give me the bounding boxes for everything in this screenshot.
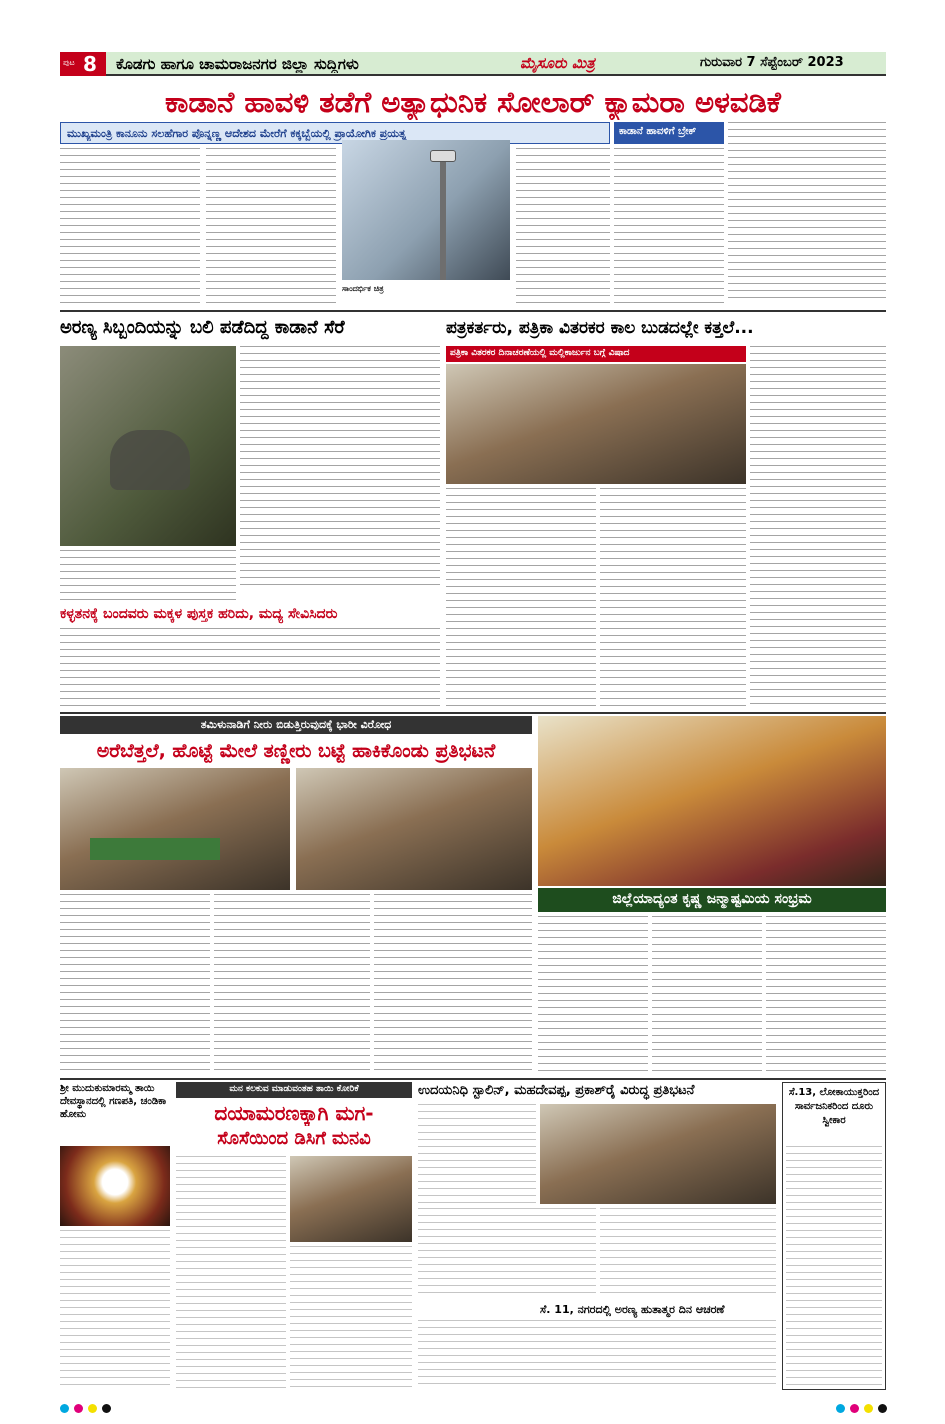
protest-headline: ಅರೆಬೆತ್ತಲೆ, ಹೊಟ್ಟೆ ಮೇಲೆ ತಣ್ಣೀರು ಬಟ್ಟೆ ಹಾಕಿಕೊಂಡು ಪ್ರತಿಭಟನೆ [96,740,496,762]
registration-mark-magenta-right [850,1404,859,1413]
protest-banner-green [90,838,220,860]
section-title: ಕೊಡಗು ಹಾಗೂ ಚಾಮರಾಜನಗರ ಜಿಲ್ಲಾ ಸುದ್ದಿಗಳು [116,55,359,73]
masthead: ಮೈಸೂರು ಮಿತ್ರ [520,54,595,72]
school-theft-headline: ಕಳ್ಳತನಕ್ಕೆ ಬಂದವರು ಮಕ್ಕಳ ಪುಸ್ತಕ ಹರಿದು, ಮದ್ಯ ಸೇವಿಸಿದರು [60,606,338,622]
mercy-headline-line-2: ಸೊಸೆಯಿಂದ ಡಿಸಿಗೆ ಮನವಿ [217,1128,371,1149]
mercy-headline-line-1: ದಯಾಮರಣಕ್ಕಾಗಿ ಮಗ- [214,1101,374,1125]
lead-subhead-text: ಮುಖ್ಯಮಂತ್ರಿ ಕಾನೂನು ಸಲಹೆಗಾರ ಪೊನ್ನಣ್ಣ ಆದೇಶದ ಮೇರೆಗೆ ಕಕ್ಕಬ್ಬೆಯಲ್ಲಿ ಪ್ರಾಯೋಗಿಕ ಪ್ರಯತ್ನ [67,127,407,140]
page-number-box [60,52,106,76]
mercy-kicker: ಮನ ಕಲಕುವ ಮಾಡುವಂತಹ ತಾಯಿ ಕೋರಿಕೆ [229,1084,359,1094]
janmashtami-article-col-2 [652,916,762,1074]
registration-mark-black-right [878,1404,887,1413]
journalists-article-right [750,346,886,710]
page-number: 8 [83,52,97,76]
shrine-photo [60,1146,170,1226]
registration-mark-magenta [74,1404,83,1413]
mid-divider [60,712,886,714]
mercy-family-photo [290,1156,412,1242]
janmashtami-article-col-1 [538,916,648,1074]
journalists-banner-text: ಪತ್ರಿಕಾ ವಿತರಕರ ದಿನಾಚರಣೆಯಲ್ಲಿ ಮಲ್ಲಿಕಾರ್ಜುನ ಬಗ್ಗೆ ವಿಷಾದ [450,348,630,358]
protest-article-col-1 [60,894,210,1074]
journalists-event-photo [446,364,746,484]
lead-column-5 [728,122,886,303]
elephant-headline: ಅರಣ್ಯ ಸಿಬ್ಬಂದಿಯನ್ನು ಬಲಿ ಪಡೆದಿದ್ದ ಕಾಡಾನೆ ಸೆರೆ [60,317,345,338]
school-theft-article [60,628,440,710]
mercy-article-right [290,1246,412,1390]
protest-photo-left [60,768,290,890]
journalists-banner [446,346,746,362]
mercy-article-left [176,1156,286,1390]
lead-column-1 [60,148,200,303]
protest-photo-right [296,768,532,890]
journalists-article-col-2 [600,488,746,710]
udhay-article-col-1 [418,1208,596,1298]
udhay-headline: ಉದಯನಿಧಿ ಸ್ಟಾಲಿನ್, ಮಹದೇವಪ್ಪ, ಪ್ರಕಾಶ್‌ರೈ ವಿರುದ್ಧ ಪ್ರತಿಭಟನೆ [418,1083,695,1098]
sept11-article [418,1320,776,1390]
elephant-silhouette [110,430,190,490]
protest-article-col-3 [374,894,532,1074]
janmashtami-caption-bar [538,888,886,912]
journalists-article-col-1 [446,488,596,710]
lead-photo-caption: ಸಾಂದರ್ಭಿಕ ಚಿತ್ರ [342,284,384,293]
protest-kicker-box [60,716,532,734]
lead-subhead [60,122,610,144]
shrine-article [60,1230,170,1390]
lead-divider [60,310,886,312]
camera-pole-icon [440,150,446,280]
udhay-article-col-2 [600,1208,776,1298]
lead-column-3 [516,148,610,303]
issue-date: ಗುರುವಾರ 7 ಸೆಪ್ಟೆಂಬರ್ 2023 [700,55,844,70]
shrine-headline: ಶ್ರೀ ಮುದುಕುಮಾರಮ್ಮ ತಾಯಿ ದೇವಸ್ಥಾನದಲ್ಲಿ ಗಣಪತಿ, ಚಂಡಿಕಾ ಹೋಮ [60,1083,167,1120]
udhay-protest-photo [540,1104,776,1204]
janmashtami-article-col-3 [766,916,886,1074]
lokayukta-headline: ಸೆ.13, ಲೋಕಾಯುಕ್ತರಿಂದ ಸಾರ್ವಜನಿಕರಿಂದ ದೂರು ಸ್ವೀಕಾರ [788,1087,880,1126]
janmashtami-photo [538,716,886,886]
registration-mark-black [102,1404,111,1413]
solar-camera-photo [342,140,510,280]
lead-side-box [614,122,724,144]
page-label: ಪುಟ [63,58,75,67]
camera-head-icon [430,150,456,162]
registration-mark-cyan [60,1404,69,1413]
janmashtami-caption: ಜಿಲ್ಲೆಯಾದ್ಯಂತ ಕೃಷ್ಣ ಜನ್ಮಾಷ್ಟಮಿಯ ಸಂಭ್ರಮ [612,891,812,907]
lead-headline: ಕಾಡಾನೆ ಹಾವಳಿ ತಡೆಗೆ ಅತ್ಯಾಧುನಿಕ ಸೋಲಾರ್ ಕ್ಯಾಮರಾ ಅಳವಡಿಕೆ [165,85,781,119]
registration-mark-yellow-right [864,1404,873,1413]
lead-side-box-label: ಕಾಡಾನೆ ಹಾವಳಿಗೆ ಬ್ರೇಕ್ [619,126,697,137]
lead-column-4 [614,148,724,303]
protest-article-col-2 [214,894,370,1074]
elephant-article-right [240,346,440,586]
registration-mark-cyan-right [836,1404,845,1413]
registration-mark-yellow [88,1404,97,1413]
protest-kicker: ತಮಿಳುನಾಡಿಗೆ ನೀರು ಬಿಡುತ್ತಿರುವುದಕ್ಕೆ ಭಾರೀ ವಿರೋಧ [200,718,392,731]
sept11-headline: ಸೆ. 11, ನಗರದಲ್ಲಿ ಅರಣ್ಯ ಹುತಾತ್ಮರ ದಿನ ಆಚರಣೆ [540,1302,776,1318]
lokayukta-article [786,1146,882,1386]
lead-column-2 [206,148,336,303]
lower-divider [60,1078,886,1080]
elephant-article-bottom [60,550,236,602]
udhay-article-left [418,1104,536,1204]
mercy-kicker-box [176,1082,412,1098]
journalists-headline: ಪತ್ರಕರ್ತರು, ಪತ್ರಿಕಾ ವಿತರಕರ ಕಾಲ ಬುಡದಲ್ಲೇ ಕತ್ತಲೆ... [446,318,754,338]
